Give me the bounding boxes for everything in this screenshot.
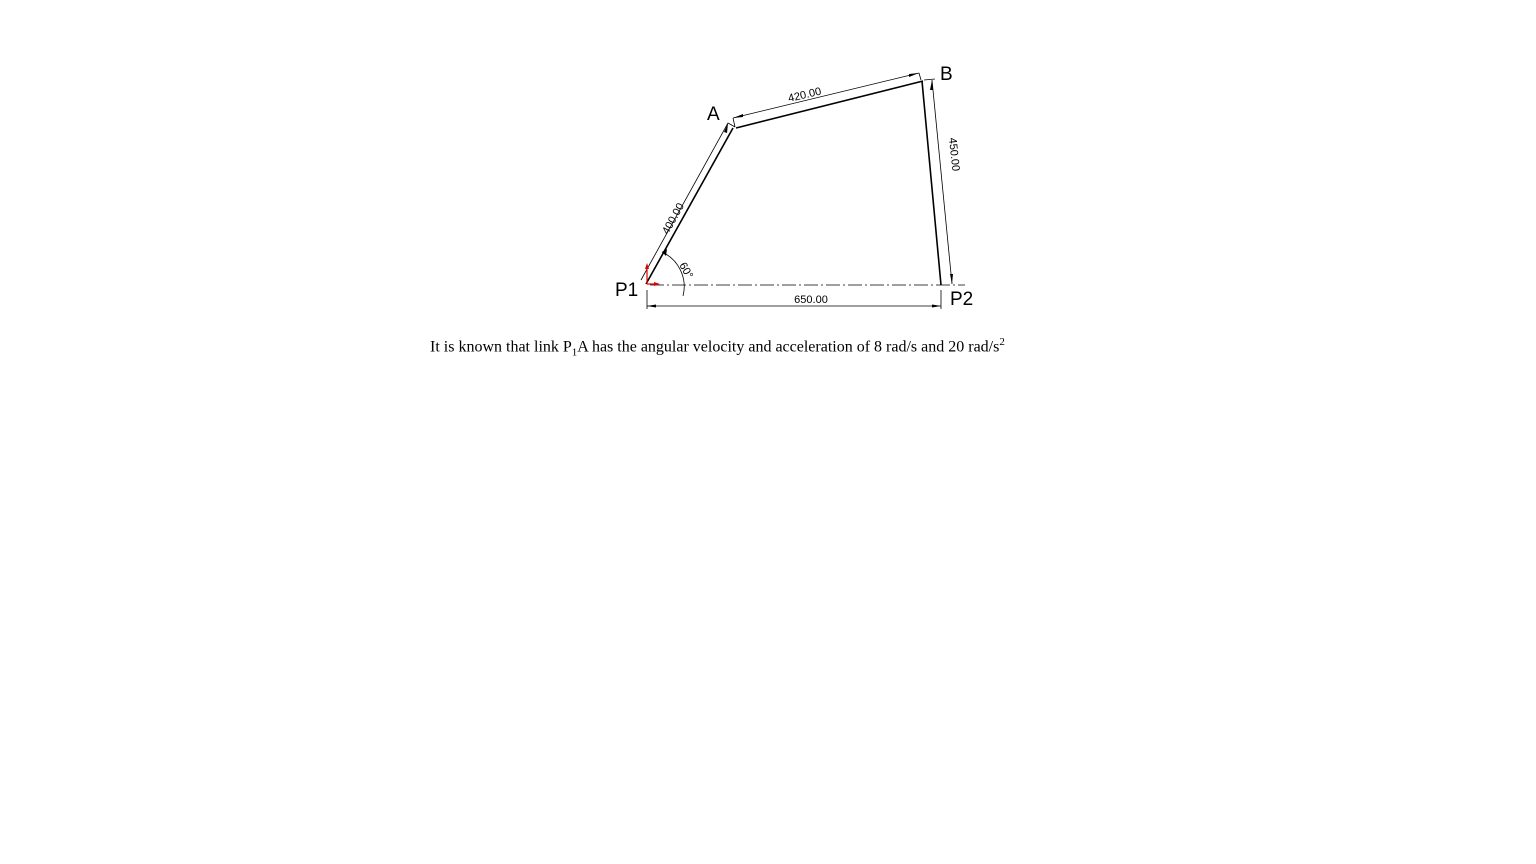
dim-arrow-ground-end: [932, 305, 941, 308]
dim-label-p1a: 400.00: [660, 201, 687, 237]
link-p1-a: [646, 128, 733, 284]
angle-label: 60°: [676, 260, 696, 281]
point-label-b: B: [940, 64, 953, 85]
origin-triad-icon: [645, 263, 660, 286]
caption-superscript: 2: [999, 336, 1005, 348]
dim-arrow-ab-end: [909, 73, 919, 77]
dim-arrow-ab-start: [733, 114, 743, 118]
problem-statement: [430, 336, 1130, 359]
dim-label-ground: 650.00: [794, 294, 828, 306]
dim-line-ab: [733, 73, 919, 118]
caption-prefix: It is known that link P: [430, 338, 572, 356]
dim-line-p1a: [641, 123, 728, 280]
point-label-a: A: [707, 104, 720, 125]
caption-middle: A has the angular velocity and acceleration of 8 rad/s and 20 rad/s: [577, 338, 1000, 356]
dim-arrow-p1a: [724, 123, 728, 133]
dim-ext-bp2-start: [924, 79, 935, 80]
point-label-p1: P1: [615, 280, 639, 301]
link-b-p2: [922, 81, 941, 285]
dim-line-bp2: [932, 80, 952, 284]
dim-arrow-ground-start: [647, 305, 656, 308]
dim-label-bp2: 450.00: [946, 137, 962, 172]
four-bar-linkage-diagram: [0, 0, 1536, 330]
dim-ext-ab-end: [919, 73, 921, 80]
caption-subscript: 1: [571, 346, 578, 359]
point-label-p2: P2: [950, 289, 974, 310]
link-a-b: [736, 81, 923, 128]
dim-label-ab: 420.00: [786, 85, 823, 105]
